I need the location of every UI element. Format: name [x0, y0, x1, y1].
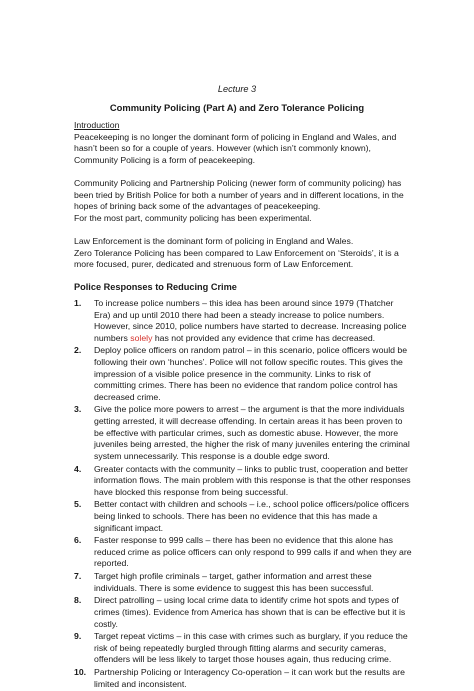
list-item: [74, 404, 412, 462]
list-item-number: 7.: [74, 571, 82, 582]
list-item: [74, 535, 412, 570]
list-item: [74, 571, 412, 594]
intro-paragraph: Peacekeeping is no longer the dominant form of policing in England and Wales, and hasn’t been so for a couple of years. However (which isn’t commonly known), Community Policing is a form of peacekeeping.: [74, 131, 397, 165]
list-item-number: 2.: [74, 345, 82, 356]
list-item-text: Deploy police officers on random patrol – in this scenario, police officers would be following their own ‘hunches’. Police will not follow specific routes. This gives the impression of a visible police presence in the community. Links to risk of committing crimes. There has been no evidence that random police control has decreased crime.: [94, 345, 408, 402]
list-item-number: 5.: [74, 499, 82, 510]
list-item-text-tail: has not provided any evidence that crime has decreased.: [152, 332, 376, 343]
list-item-number: 4.: [74, 463, 82, 474]
list-item-number: 1.: [74, 297, 82, 308]
partnership-paragraph: [74, 178, 412, 224]
list-item: [74, 595, 412, 630]
list-item: [74, 464, 412, 499]
list-item-number: 8.: [74, 595, 82, 606]
lecture-label: Lecture 3: [217, 84, 257, 94]
law-enforcement-paragraph: [74, 236, 412, 271]
list-item-text: Target repeat victims – in this case with crimes such as burglary, if you reduce the risk of being repeatedly burgled through fitting alarms and security cameras, offenders will be less likely to target those houses again, thus reducing crime.: [94, 631, 408, 665]
list-item-text: Faster response to 999 calls – there has been no evidence that this alone has reduced crime as police officers can only respond to 999 calls if and when they are reported.: [94, 535, 412, 569]
zero-tolerance-text: Zero Tolerance Policing has been compared to Law Enforcement on ‘Steroids’, it is a more focused, purer, dedicated and strenuous form of Law Enforcement.: [74, 247, 399, 270]
list-item-number: 10.: [74, 667, 87, 678]
law-enforcement-text: Law Enforcement is the dominant form of policing in England and Wales.: [74, 235, 354, 246]
highlighted-word: solely: [130, 332, 153, 343]
responses-list: [74, 298, 412, 690]
document-title: Community Policing (Part A) and Zero Tolerance Policing: [109, 102, 365, 113]
partnership-text: Community Policing and Partnership Policing (newer form of community policing) has been tried by British Police for both a number of years and in different locations, in the hopes of brining back some of the advantages of peacekeeping.: [74, 177, 404, 212]
list-item: [74, 345, 412, 403]
list-item-text: Better contact with children and schools – i.e., school police officers/police officers being linked to schools. There has been no evidence that this has made a significant impact.: [94, 499, 410, 533]
list-item-number: 3.: [74, 404, 82, 415]
intro-block: [74, 120, 412, 166]
list-item-text: To increase police numbers – this idea has been around since 1979 (Thatcher Era) and up until 2010 there had been a steady increase to police numbers. However, since 2010, police numbers have started to decrease. Increasing police numbers: [94, 297, 407, 343]
experimental-text: For the most part, community policing has been experimental.: [74, 212, 312, 223]
list-item-text: Give the police more powers to arrest – the argument is that the more individuals getting arrested, it will decrease offending. In certain areas it has been proven to be effective with particular crimes, such as domestic abuse. However, the more juveniles being arrested, the higher the risk of many juveniles entering the criminal system unnecessarily. This response is a double edge sword.: [94, 404, 410, 461]
list-item: [74, 499, 412, 534]
list-item-number: 9.: [74, 631, 82, 642]
list-item-text: Greater contacts with the community – links to public trust, cooperation and better information flows. The main problem with this response is that the other responses have blocked this response from being successful.: [94, 463, 411, 497]
list-item-number: 6.: [74, 535, 82, 546]
list-item: [74, 298, 412, 344]
section-heading: Police Responses to Reducing Crime: [74, 282, 237, 293]
list-item: [74, 667, 412, 690]
intro-heading: Introduction: [74, 120, 120, 130]
list-item-text: Target high profile criminals – target, gather information and arrest these individuals. There is some evidence to suggest this has been successful.: [94, 571, 374, 593]
list-item-text: Direct patrolling – using local crime data to identify crime hot spots and types of crimes (times). Evidence from America has shown that is can be effective but it is costly.: [94, 595, 406, 629]
list-item-text: Partnership Policing or Interagency Co-operation – it can work but the results are limited and inconsistent.: [94, 667, 405, 689]
document-body: [74, 120, 412, 691]
list-item: [74, 631, 412, 666]
